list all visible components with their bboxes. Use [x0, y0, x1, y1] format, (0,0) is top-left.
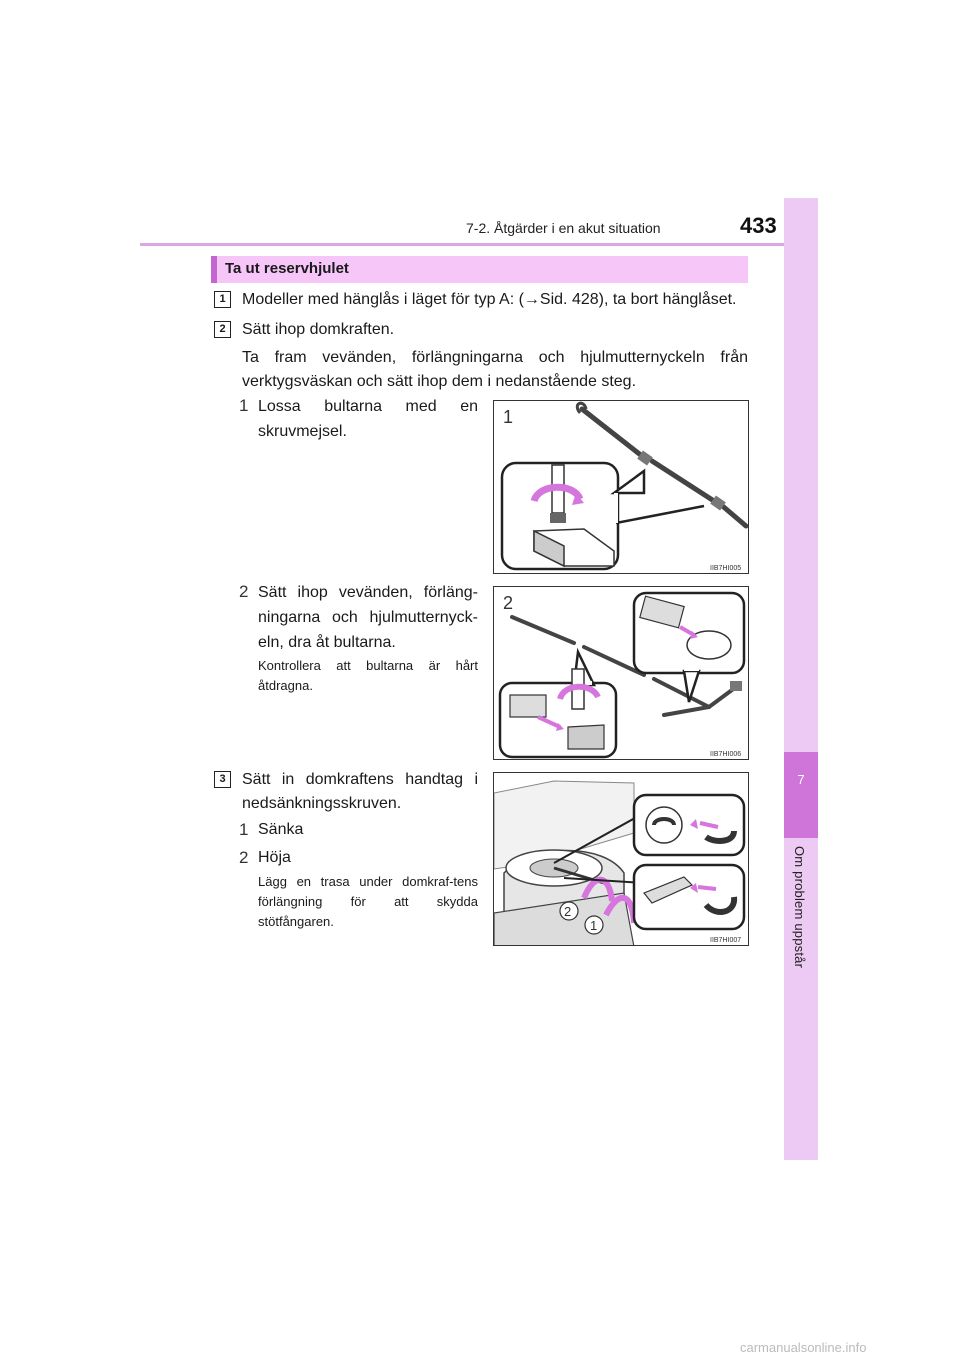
- substep-number: 2: [239, 848, 249, 867]
- figure-code: IIB7HI007: [710, 937, 742, 944]
- step-number-badge: 2: [214, 321, 231, 338]
- figure-code: IIB7HI006: [710, 751, 742, 758]
- illustration-wrench-assembly: [494, 587, 749, 760]
- substep-number: 1: [239, 820, 249, 839]
- chapter-side-tab: [784, 198, 818, 1160]
- figure-jack-handle: [493, 772, 749, 946]
- header-rule: [140, 243, 818, 246]
- watermark: carmanualsonline.info: [740, 1340, 867, 1355]
- figure-callout: 1: [503, 407, 514, 427]
- section-heading-accent: [211, 256, 217, 283]
- substep-text: Lossa bultarna med en skruvmejsel.: [258, 398, 478, 440]
- step-detail: Ta fram vevänden, förlängningarna och hjulmutternyckeln från verktygsväskan och sätt ihop dem i nedanstående steg.: [242, 349, 748, 390]
- step-note: Lägg en trasa under domkraf-tens förlängning för att skydda stötfångaren.: [258, 874, 478, 929]
- substep-number: 1: [239, 396, 249, 415]
- running-header: 7-2. Åtgärder i en akut situation: [466, 220, 661, 236]
- figure-callout: 2: [503, 593, 514, 613]
- chapter-number: 7: [797, 772, 805, 787]
- substep-text: Sätt ihop vevänden, förläng-ningarna och hjulmutternyck-eln, dra åt bultarna.: [258, 584, 478, 651]
- chapter-label: Om problem uppstår: [792, 846, 807, 969]
- substep-text: Sänka: [258, 821, 304, 838]
- figure-assemble-wrench: [493, 586, 749, 760]
- substep-note: Kontrollera att bultarna är hårt åtdragna.: [258, 658, 478, 693]
- figure-callout: 1: [590, 918, 598, 933]
- substep-number: 2: [239, 582, 249, 601]
- page-number: 433: [740, 213, 777, 238]
- chapter-tab-active: [784, 752, 818, 838]
- step-text: Sätt in domkraftens handtag i nedsänkningsskruven.: [242, 771, 478, 812]
- substep-text: Höja: [258, 849, 291, 866]
- illustration-wrench-parts: [494, 401, 749, 574]
- step-text: Sätt ihop domkraften.: [242, 321, 395, 338]
- figure-loosen-bolts: [493, 400, 749, 574]
- figure-callout: 2: [564, 904, 572, 919]
- step-number-badge: 3: [214, 771, 231, 788]
- step-text: Modeller med hänglås i läget för typ A: (→Sid. 428), ta bort hänglåset.: [242, 291, 737, 308]
- section-title: Ta ut reservhjulet: [225, 260, 349, 277]
- illustration-rear-bumper: [494, 773, 749, 946]
- step-number-badge: 1: [214, 291, 231, 308]
- figure-code: IIB7HI005: [710, 565, 742, 572]
